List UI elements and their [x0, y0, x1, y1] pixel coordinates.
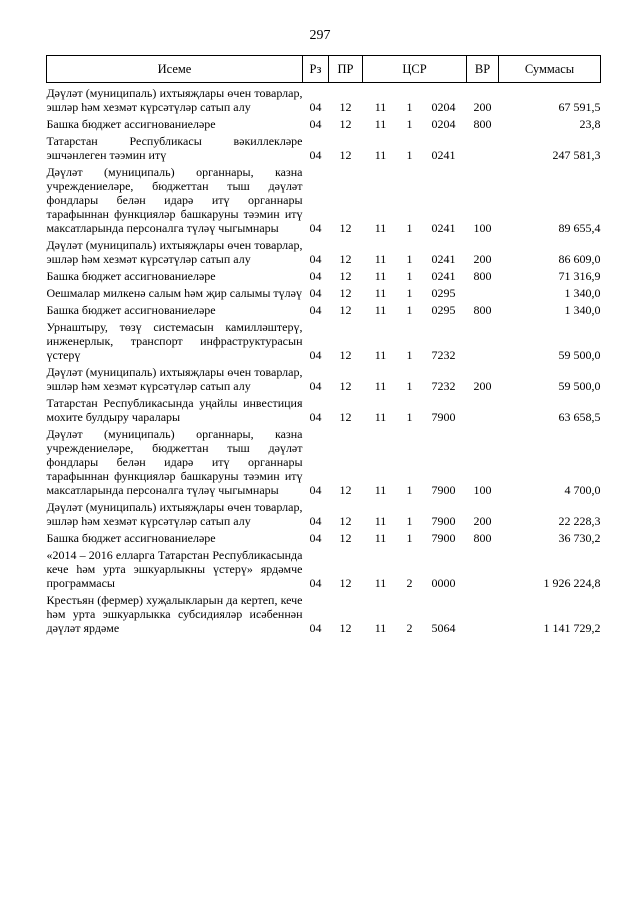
row-csr-3: 0241	[431, 269, 456, 283]
row-pr: 12	[339, 100, 352, 114]
row-rz: 04	[309, 621, 322, 635]
row-vr	[467, 545, 499, 590]
row-name: Дәүләт (муниципаль) ихтыяҗлары өчен товарлар, эшләр һәм хезмәт күрсәтүләр сатып алу	[46, 500, 303, 528]
row-csr-1: 11	[374, 286, 387, 300]
row-rz: 04	[309, 410, 322, 424]
row-csr-1: 11	[374, 221, 387, 235]
row-vr	[467, 131, 499, 162]
row-vr: 200	[473, 379, 492, 393]
table-row	[47, 317, 601, 362]
row-sum: 63 658,5	[558, 410, 601, 424]
row-sum: 71 316,9	[558, 269, 601, 283]
row-rz: 04	[309, 531, 322, 545]
row-vr: 800	[473, 269, 492, 283]
row-csr-1: 11	[374, 117, 387, 131]
row-csr-3: 7900	[431, 531, 456, 545]
row-sum: 1 340,0	[564, 286, 601, 300]
row-name: Дәүләт (муниципаль) органнары, казна учреждениеләре, бюджеттан тыш дәүләт фондлары белән идарә итү органнары тарафыннан функцияләр башкаруны тәэмин итү максатларында персоналга түләү чыгымнары	[46, 165, 303, 235]
row-csr-2: 1	[406, 286, 413, 300]
row-vr	[467, 590, 499, 635]
row-vr	[467, 393, 499, 424]
header-sum: Суммасы	[499, 56, 601, 83]
row-name: Урнаштыру, төзү системасын камилләштерү, инженерлык, транспорт инфраструктурасын үстерү	[46, 320, 303, 362]
row-csr-2: 1	[406, 379, 413, 393]
row-name: Крестьян (фермер) хуҗалыкларын да кертеп, кече һәм урта эшкуарлыкка субсидияләр исәбеннән дәүләт ярдәме	[46, 593, 303, 635]
table-body	[47, 83, 601, 636]
row-name: Оешмалар милкенә салым һәм җир салымы түләү	[46, 286, 302, 300]
row-pr: 12	[339, 410, 352, 424]
table-row	[47, 266, 601, 283]
row-vr: 200	[473, 100, 492, 114]
row-vr: 200	[473, 252, 492, 266]
row-name: Татарстан Республикасында уңайлы инвестиция мохите булдыру чаралары	[46, 396, 303, 424]
row-sum: 4 700,0	[564, 483, 601, 497]
row-csr-3: 0241	[431, 148, 456, 162]
row-csr-2: 1	[406, 514, 413, 528]
table-row	[47, 590, 601, 635]
row-csr-2: 1	[406, 252, 413, 266]
row-csr-2: 2	[406, 621, 413, 635]
row-csr-2: 1	[406, 531, 413, 545]
row-rz: 04	[309, 303, 322, 317]
row-csr-2: 1	[406, 221, 413, 235]
row-name: «2014 – 2016 елларга Татарстан Республикасында кече һәм урта эшкуарлыкны үстерү» ярдәмче программасы	[46, 548, 303, 590]
row-sum: 36 730,2	[558, 531, 601, 545]
row-vr: 800	[473, 117, 492, 131]
row-name: Башка бюджет ассигнованиеләре	[46, 269, 216, 283]
row-sum: 67 591,5	[558, 100, 601, 114]
row-csr-1: 11	[374, 269, 387, 283]
budget-table	[46, 55, 601, 635]
row-sum: 59 500,0	[558, 348, 601, 362]
row-csr-3: 7900	[431, 514, 456, 528]
row-csr-1: 11	[374, 379, 387, 393]
row-vr	[467, 317, 499, 362]
row-name: Башка бюджет ассигнованиеләре	[46, 303, 216, 317]
table-row	[47, 114, 601, 131]
table-row	[47, 362, 601, 393]
row-pr: 12	[339, 286, 352, 300]
row-pr: 12	[339, 379, 352, 393]
row-pr: 12	[339, 117, 352, 131]
row-rz: 04	[309, 269, 322, 283]
row-csr-1: 11	[374, 483, 387, 497]
table-row	[47, 83, 601, 115]
page-number: 297	[309, 28, 331, 43]
row-vr	[467, 283, 499, 300]
table-row	[47, 162, 601, 235]
row-csr-2: 1	[406, 410, 413, 424]
row-pr: 12	[339, 252, 352, 266]
row-csr-2: 1	[406, 148, 413, 162]
row-pr: 12	[339, 576, 352, 590]
table-header-row	[47, 56, 601, 83]
row-csr-2: 1	[406, 303, 413, 317]
row-csr-2: 1	[406, 117, 413, 131]
row-rz: 04	[309, 576, 322, 590]
row-name: Татарстан Республикасы вәкиллекләре эшчәнлеген тәэмин итү	[46, 134, 303, 162]
row-csr-3: 5064	[431, 621, 456, 635]
row-csr-3: 7232	[431, 379, 456, 393]
row-csr-1: 11	[374, 100, 387, 114]
table-row	[47, 528, 601, 545]
row-rz: 04	[309, 148, 322, 162]
row-csr-3: 7900	[431, 483, 456, 497]
row-csr-1: 11	[374, 514, 387, 528]
row-csr-2: 1	[406, 483, 413, 497]
row-rz: 04	[309, 514, 322, 528]
row-pr: 12	[339, 303, 352, 317]
row-csr-1: 11	[374, 148, 387, 162]
row-name: Башка бюджет ассигнованиеләре	[46, 117, 216, 131]
row-rz: 04	[309, 221, 322, 235]
row-pr: 12	[339, 531, 352, 545]
row-rz: 04	[309, 100, 322, 114]
row-rz: 04	[309, 252, 322, 266]
header-rz: Рз	[303, 56, 329, 83]
row-name: Дәүләт (муниципаль) органнары, казна учреждениеләре, бюджеттан тыш дәүләт фондлары белән идарә итү органнары тарафыннан функцияләр башкаруны тәэмин итү максатларында персоналга түләү чыгымнары	[46, 427, 303, 497]
row-csr-3: 0204	[431, 117, 456, 131]
row-csr-2: 1	[406, 269, 413, 283]
row-name: Башка бюджет ассигнованиеләре	[46, 531, 216, 545]
row-csr-1: 11	[374, 252, 387, 266]
row-sum: 23,8	[579, 117, 601, 131]
row-sum: 86 609,0	[558, 252, 601, 266]
row-vr: 100	[473, 221, 492, 235]
row-pr: 12	[339, 621, 352, 635]
row-csr-3: 0295	[431, 286, 456, 300]
row-rz: 04	[309, 286, 322, 300]
row-csr-3: 7232	[431, 348, 456, 362]
row-sum: 89 655,4	[558, 221, 601, 235]
table-row	[47, 300, 601, 317]
row-csr-3: 0204	[431, 100, 456, 114]
table-row	[47, 393, 601, 424]
header-name: Исеме	[47, 56, 303, 83]
row-sum: 22 228,3	[558, 514, 601, 528]
table-row	[47, 424, 601, 497]
row-pr: 12	[339, 148, 352, 162]
table-row	[47, 283, 601, 300]
row-rz: 04	[309, 117, 322, 131]
row-csr-1: 11	[374, 303, 387, 317]
row-csr-1: 11	[374, 410, 387, 424]
row-name: Дәүләт (муниципаль) ихтыяҗлары өчен товарлар, эшләр һәм хезмәт күрсәтүләр сатып алу	[46, 86, 303, 114]
row-sum: 1 926 224,8	[543, 576, 601, 590]
row-csr-1: 11	[374, 576, 387, 590]
row-rz: 04	[309, 379, 322, 393]
row-csr-3: 0241	[431, 221, 456, 235]
row-vr: 100	[473, 483, 492, 497]
row-csr-1: 11	[374, 531, 387, 545]
row-csr-1: 11	[374, 621, 387, 635]
header-pr: ПР	[329, 56, 363, 83]
row-name: Дәүләт (муниципаль) ихтыяҗлары өчен товарлар, эшләр һәм хезмәт күрсәтүләр сатып алу	[46, 238, 303, 266]
row-csr-2: 1	[406, 100, 413, 114]
row-sum: 59 500,0	[558, 379, 601, 393]
row-pr: 12	[339, 348, 352, 362]
row-vr: 200	[473, 514, 492, 528]
row-vr: 800	[473, 531, 492, 545]
row-csr-3: 0241	[431, 252, 456, 266]
row-sum: 247 581,3	[552, 148, 601, 162]
row-csr-2: 2	[406, 576, 413, 590]
row-sum: 1 340,0	[564, 303, 601, 317]
row-rz: 04	[309, 483, 322, 497]
row-pr: 12	[339, 483, 352, 497]
row-pr: 12	[339, 269, 352, 283]
row-vr: 800	[473, 303, 492, 317]
row-pr: 12	[339, 514, 352, 528]
row-rz: 04	[309, 348, 322, 362]
table-row	[47, 235, 601, 266]
row-csr-3: 0000	[431, 576, 456, 590]
header-vr: ВР	[467, 56, 499, 83]
row-csr-3: 7900	[431, 410, 456, 424]
table-row	[47, 545, 601, 590]
row-name: Дәүләт (муниципаль) ихтыяҗлары өчен товарлар, эшләр һәм хезмәт күрсәтүләр сатып алу	[46, 365, 303, 393]
row-sum: 1 141 729,2	[543, 621, 601, 635]
table-row	[47, 497, 601, 528]
row-csr-1: 11	[374, 348, 387, 362]
table-row	[47, 131, 601, 162]
header-csr: ЦСР	[363, 56, 467, 83]
row-csr-2: 1	[406, 348, 413, 362]
row-csr-3: 0295	[431, 303, 456, 317]
row-pr: 12	[339, 221, 352, 235]
